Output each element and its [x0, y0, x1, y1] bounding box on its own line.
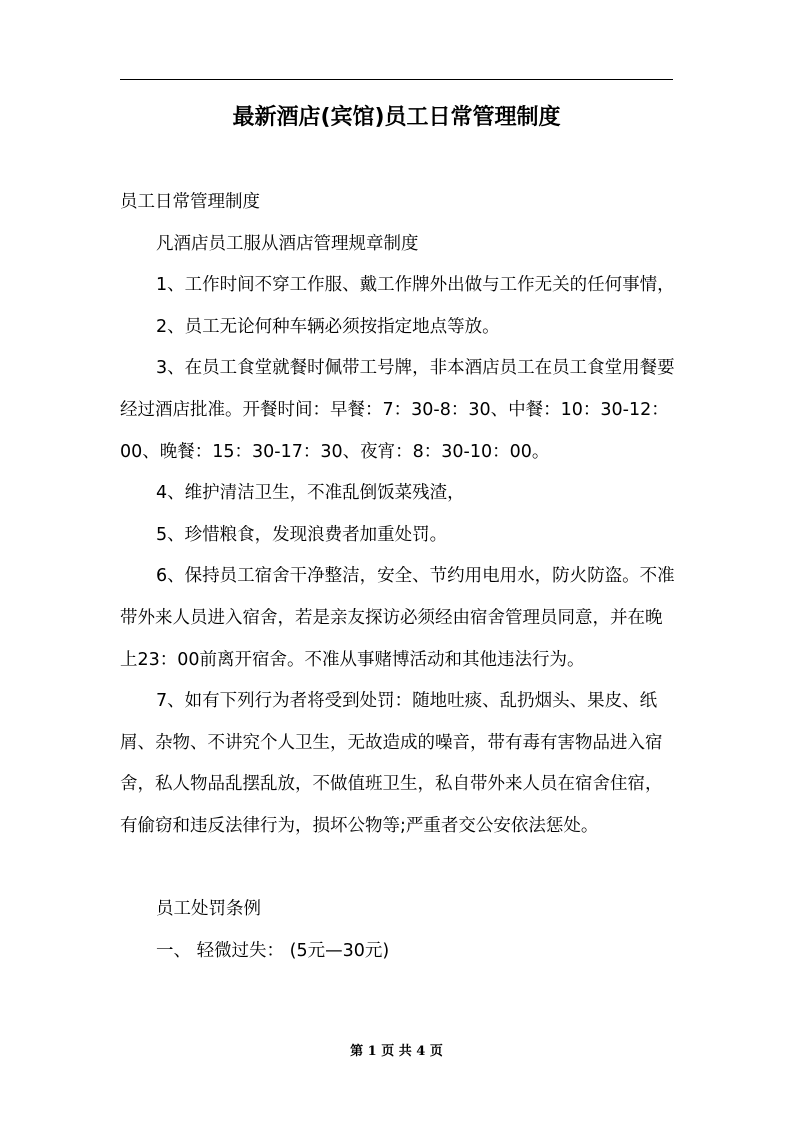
rule-item-5: 5、珍惜粮食，发现浪费者加重处罚。 [156, 524, 448, 545]
rule-item-1: 1、工作时间不穿工作服、戴工作牌外出做与工作无关的任何事情， [156, 275, 675, 296]
rule-item-7: 7、如有下列行为者将受到处罚：随地吐痰、乱扔烟头、果皮、纸屑、杂物、不讲究个人卫生，无故造成的噪音，带有毒有害物品进入宿舍，私人物品乱摆乱放，不做值班卫生，私自带外来人员在宿舍住宿，有偷窃和违反法律行为，损坏公物等;严重者交公安依法惩处。 [120, 691, 663, 836]
header-rule [120, 79, 673, 80]
document-title: 最新酒店(宾馆)员工日常管理制度 [232, 105, 561, 130]
rule-item-6: 6、保持员工宿舍干净整洁，安全、节约用电用水，防火防盗。不准带外来人员进入宿舍，若是亲友探访必须经由宿舍管理员同意，并在晚上23：00前离开宿舍。不准从事赌博活动和其他违法行为。 [120, 566, 675, 670]
section-heading: 员工日常管理制度 [120, 192, 260, 212]
intro-paragraph: 凡酒店员工服从酒店管理规章制度 [156, 233, 419, 254]
rule-item-2: 2、员工无论何种车辆必须按指定地点等放。 [156, 316, 500, 337]
page-indicator: 第 1 页 共 4 页 [350, 1044, 443, 1059]
rule-item-3: 3、在员工食堂就餐时佩带工号牌，非本酒店员工在员工食堂用餐要经过酒店批准。开餐时间：早餐：7：30-8：30、中餐：10：30-12：00、晚餐：15：30-17：30、夜宵：8：30-10：00。 [120, 358, 675, 462]
document-body [120, 182, 676, 972]
penalty-heading: 员工处罚条例 [156, 899, 261, 920]
penalty-item-1: 一、 轻微过失： (5元—30元) [156, 940, 390, 961]
rule-item-4: 4、维护清洁卫生，不准乱倒饭菜残渣， [156, 483, 465, 504]
